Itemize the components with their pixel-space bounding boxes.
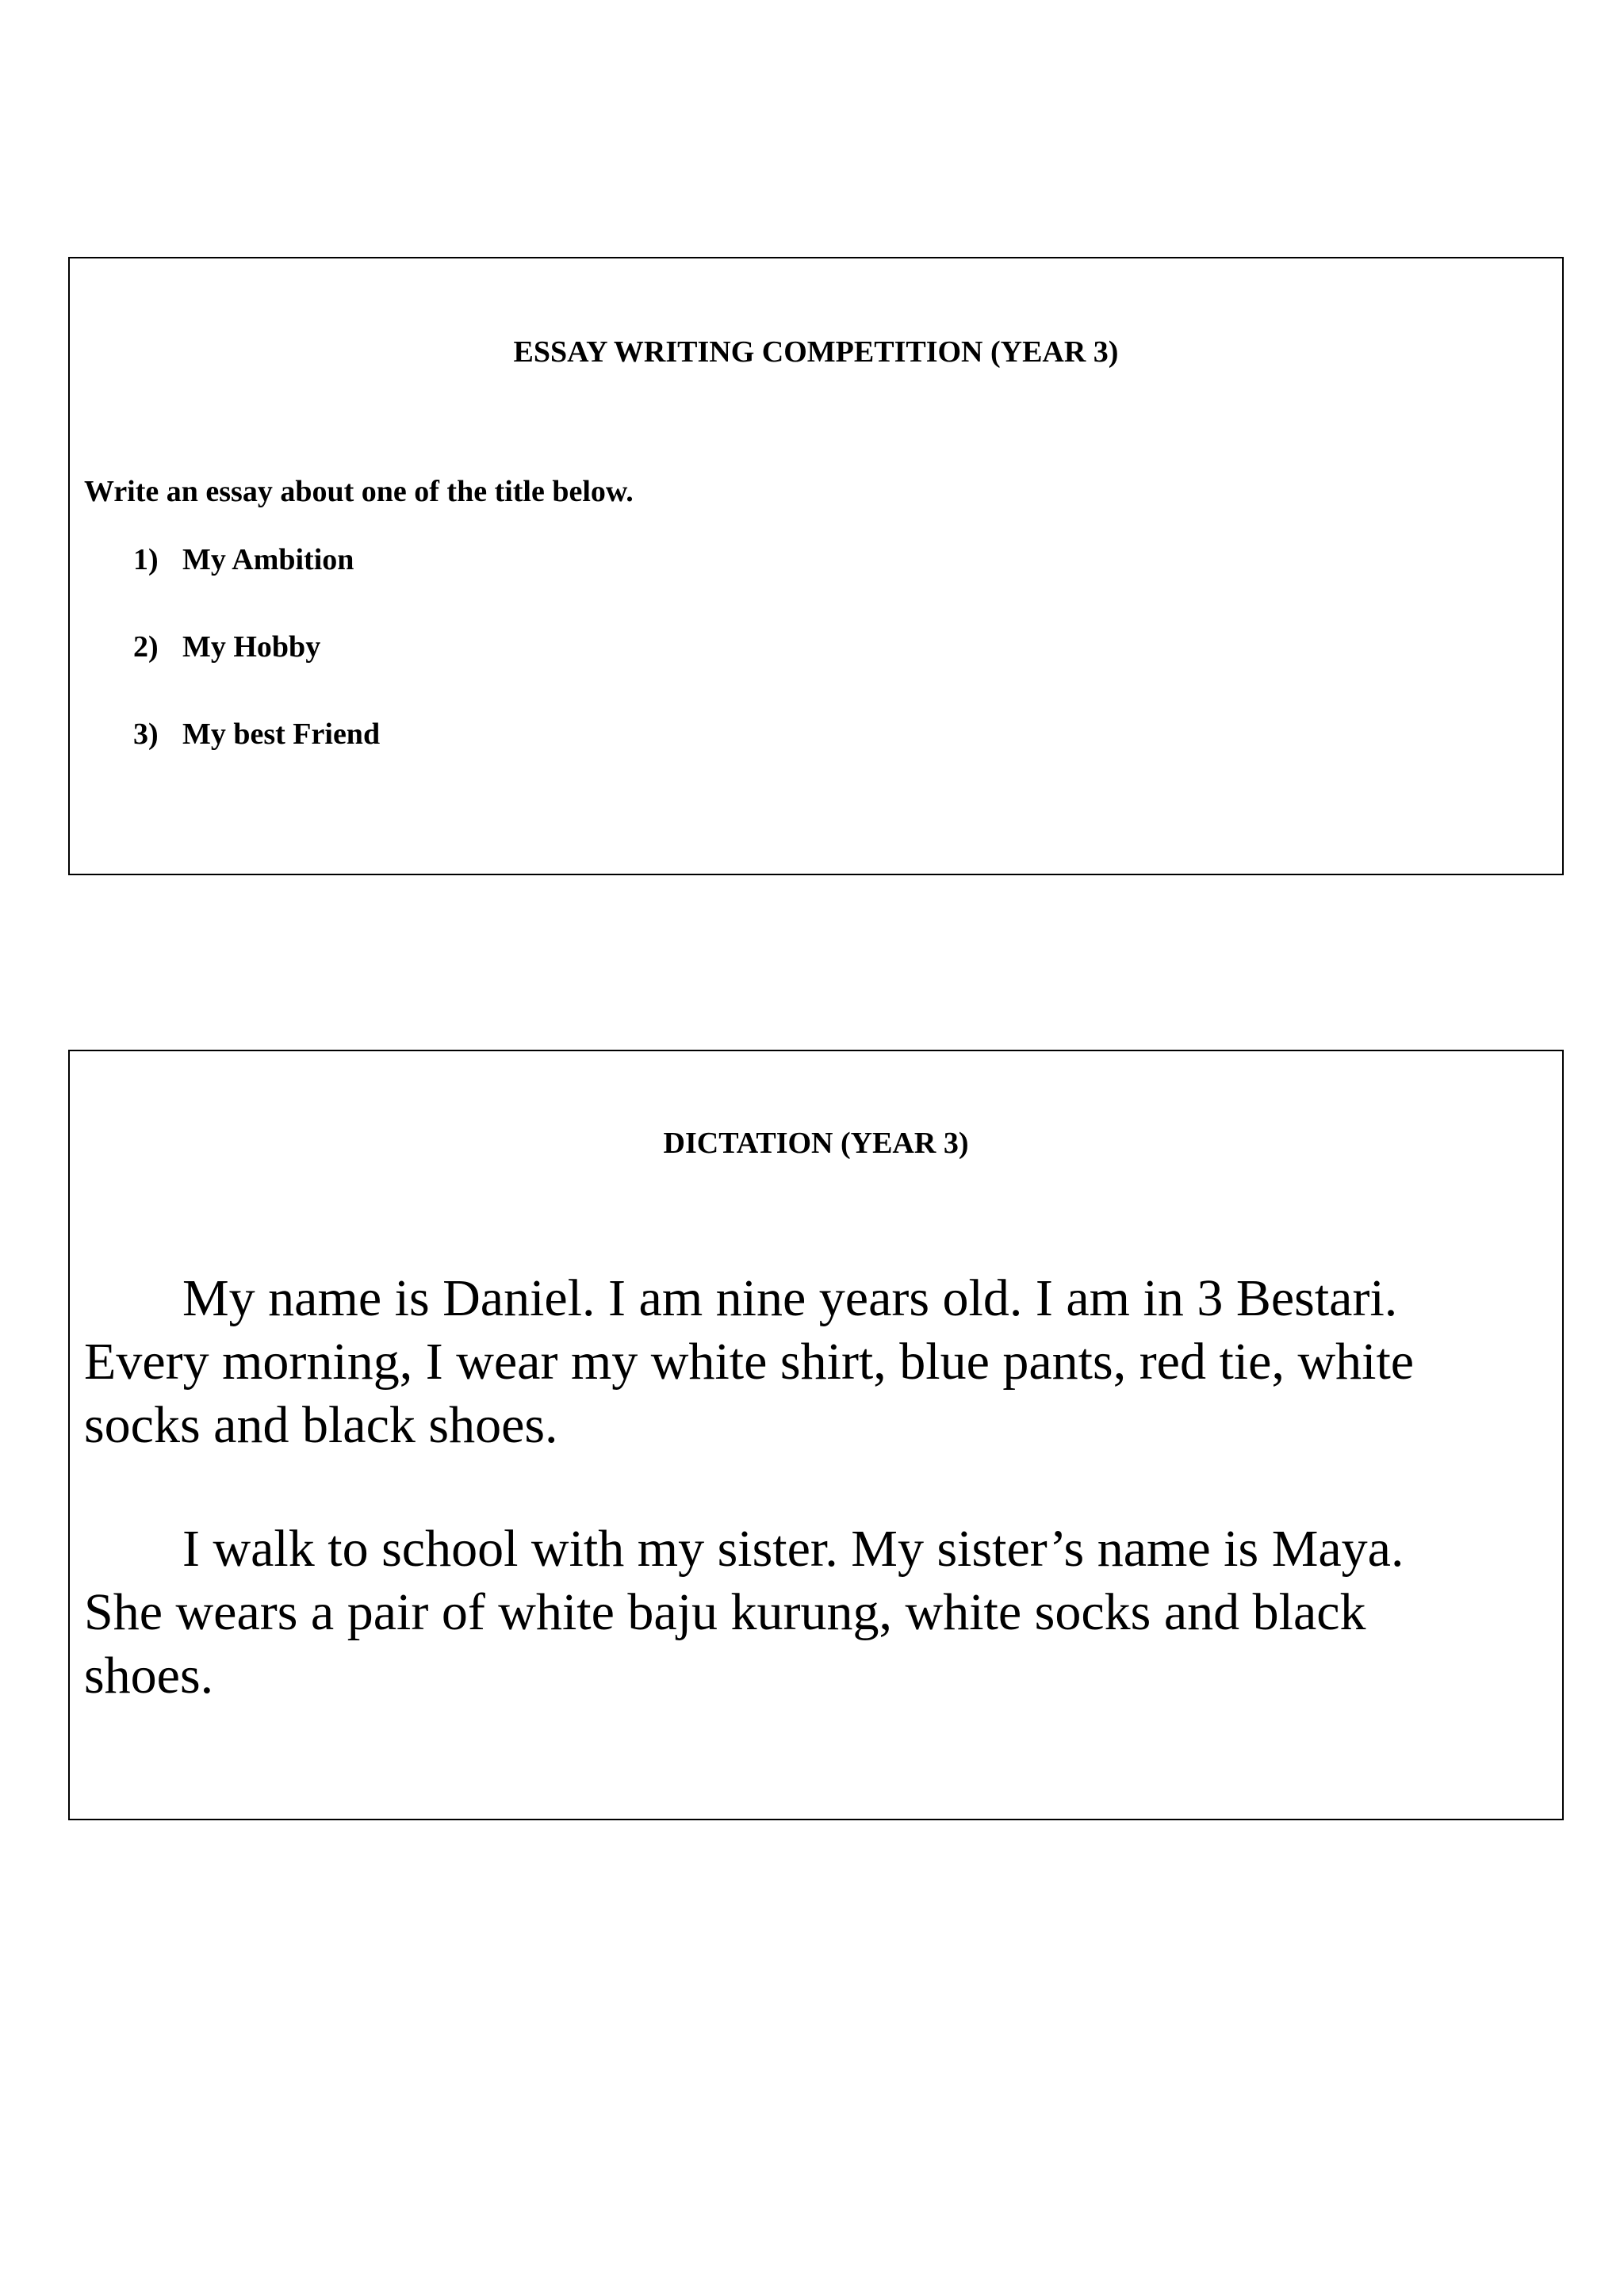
paragraph-line: My name is Daniel. I am nine years old. I am in 3 Bestari. — [182, 1269, 1398, 1327]
paragraph-line: I walk to school with my sister. My sister’s name is Maya. — [182, 1520, 1404, 1578]
topic-number: 2) — [133, 630, 159, 664]
paragraph-line: She wears a pair of white baju kurung, white socks and black — [84, 1583, 1366, 1641]
paragraph-line: shoes. — [84, 1647, 214, 1705]
topic-label: My Ambition — [182, 543, 354, 576]
essay-topic-item — [133, 717, 380, 752]
dictation-title: DICTATION (YEAR 3) — [663, 1127, 969, 1160]
essay-title: ESSAY WRITING COMPETITION (YEAR 3) — [513, 335, 1119, 369]
paragraph-line: Every morning, I wear my white shirt, blue pants, red tie, white — [84, 1333, 1415, 1391]
topic-label: My best Friend — [182, 718, 381, 751]
topic-number: 3) — [133, 718, 159, 751]
dictation-paragraph — [84, 1267, 1551, 1457]
topic-number: 1) — [133, 543, 159, 576]
paragraph-line: socks and black shoes. — [84, 1396, 558, 1454]
dictation-paragraph — [84, 1517, 1551, 1708]
topic-label: My Hobby — [182, 630, 321, 664]
dictation-box — [68, 1050, 1564, 1820]
essay-topic-item — [133, 629, 380, 664]
essay-topic-item — [133, 542, 380, 577]
essay-competition-box — [68, 257, 1564, 875]
essay-topic-list — [133, 542, 380, 804]
essay-instruction: Write an essay about one of the title below. — [84, 475, 634, 508]
